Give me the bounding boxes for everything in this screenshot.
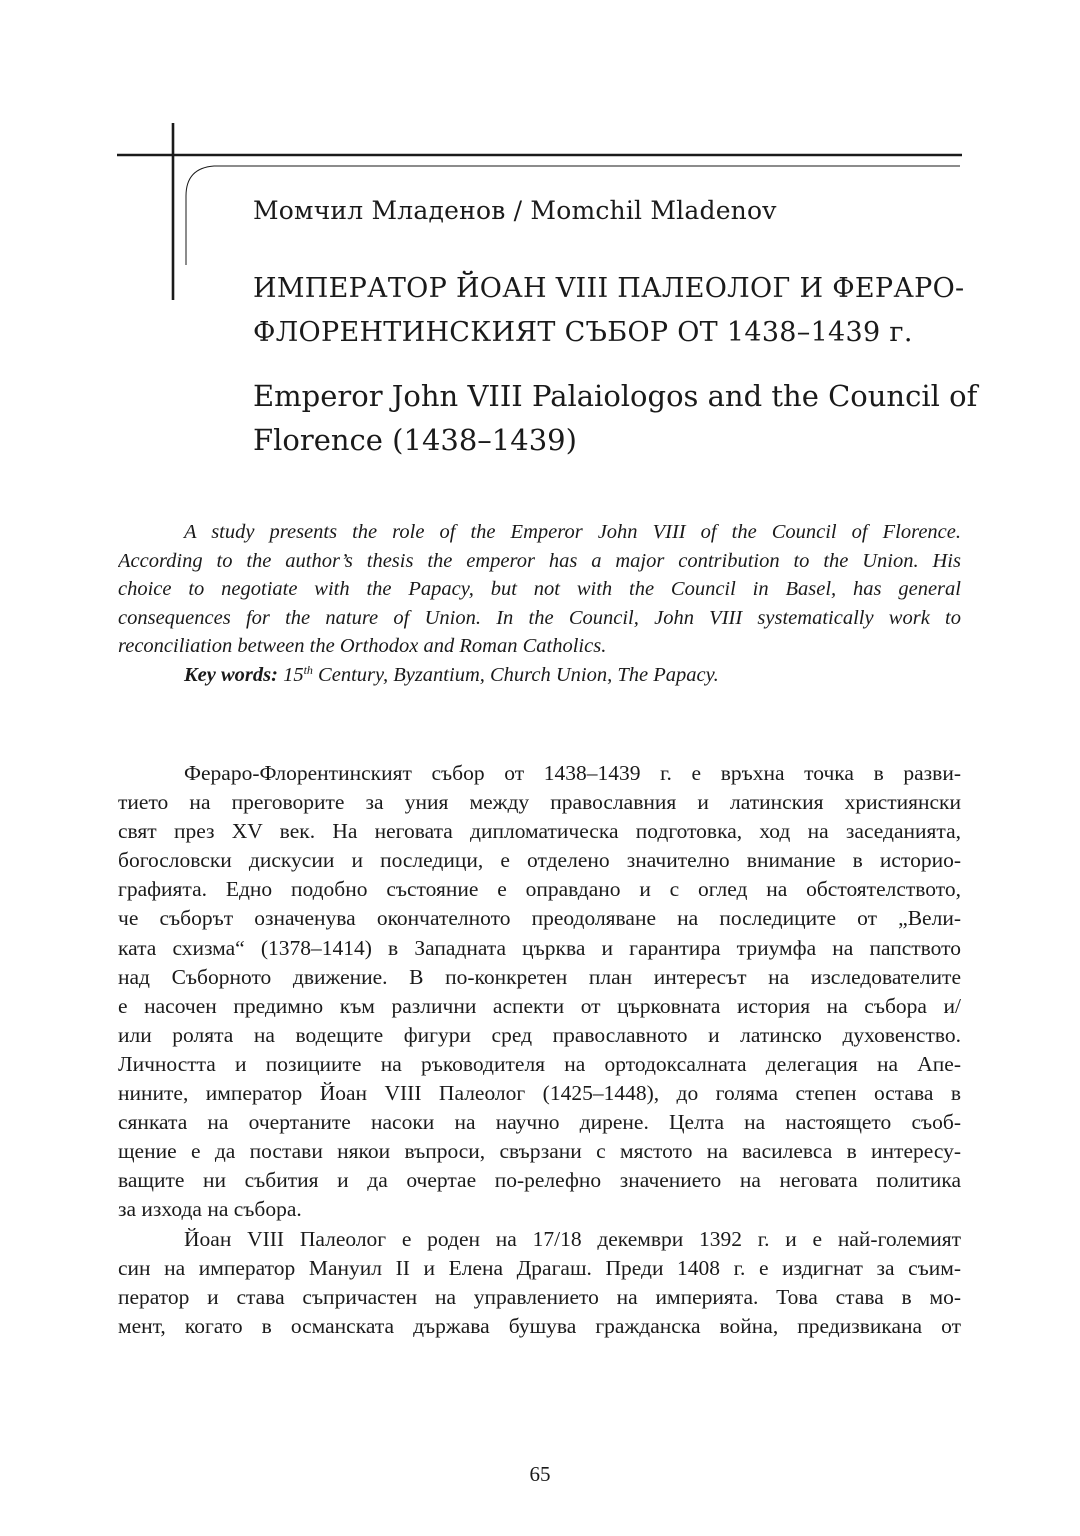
body-line: сянката на очертаните насоки на научно дирене. Целта на настоящето съоб-	[118, 1110, 961, 1135]
body-line: тието на преговорите за уния между православния и латинския християнски	[118, 790, 961, 815]
body-text	[118, 759, 961, 1341]
keywords-text: Century, Byzantium, Church Union, The Papacy.	[312, 663, 719, 686]
body-line: свят през XV век. На неговата дипломатическа подготовка, ход на заседанията,	[118, 819, 961, 844]
body-line: ващите ни събития и да очертае по-релефно значението на неговата политика	[118, 1168, 961, 1193]
title-bg-line: ИМПЕРАТОР ЙОАН VIII ПАЛЕОЛОГ И ФЕРАРО-	[253, 273, 965, 304]
body-line: Йоан VIII Палеолог е роден на 17/18 декември 1392 г. и е най-големият	[184, 1226, 961, 1251]
article-title-bulgarian	[253, 267, 968, 355]
body-line: ператор и става съпричастен на управлението на империята. Това става в мо-	[118, 1284, 961, 1309]
title-bg-line: ФЛОРЕНТИНСКИЯТ СЪБОР ОТ 1438–1439 г.	[253, 317, 913, 348]
keywords	[118, 661, 961, 690]
keywords-century-number: 15	[283, 663, 304, 686]
body-line: син на император Мануил II и Елена Драгаш. Преди 1408 г. е издигнат за съим-	[118, 1255, 961, 1280]
abstract-line: consequences for the nature of Union. In the Council, John VIII systematically work to	[118, 606, 961, 629]
body-line: богословски дискусии и последици, е отделено значително внимание в историо-	[118, 848, 961, 873]
body-line: графията. Едно подобно състояние е оправдано и с оглед на обстоятелството,	[118, 877, 961, 902]
body-line: ката схизма“ (1378–1414) в Западната църква и гарантира триумфа на папството	[118, 935, 961, 960]
title-en-line: Emperor John VIII Palaiologos and the Council of	[253, 379, 978, 413]
author-name: Момчил Младенов / Momchil Mladenov	[253, 196, 777, 225]
body-line: за изхода на събора.	[118, 1197, 302, 1222]
body-line: нините, император Йоан VIII Палеолог (1425–1448), до голяма степен остава в	[118, 1081, 961, 1106]
body-line: че съборът означенува окончателното преодоляване на последиците от „Вели-	[118, 906, 961, 931]
title-en-line: Florence (1438–1439)	[253, 423, 577, 457]
keywords-superscript: th	[303, 662, 313, 677]
body-line: или ролята на водещите фигури сред православното и латинско духовенство.	[118, 1022, 961, 1047]
body-line: щение е да постави някои въпроси, свързани с мястото на василевса в интересу-	[118, 1139, 961, 1164]
abstract-line: choice to negotiate with the Papacy, but not with the Council in Basel, has general	[118, 578, 961, 601]
abstract-line: According to the author’s thesis the emperor has a major contribution to the Union. His	[118, 549, 961, 572]
article-title-english	[253, 374, 978, 462]
page-number: 65	[529, 1462, 551, 1486]
body-line: е насочен предимно към различни аспекти от църковната история на събора и/	[118, 993, 961, 1018]
body-line: над Съборното движение. В по-конкретен план интересът на изследователите	[118, 964, 961, 989]
abstract-line: reconciliation between the Orthodox and Roman Catholics.	[118, 635, 607, 658]
abstract	[118, 518, 961, 690]
body-line: мент, когато в османската държава бушува гражданска война, предизвикана от	[118, 1313, 961, 1338]
body-line: Фераро-Флорентинският събор от 1438–1439 г. е връхна точка в разви-	[184, 761, 961, 785]
keywords-label: Key words:	[184, 663, 278, 686]
abstract-line: A study presents the role of the Emperor John VIII of the Council of Florence.	[184, 521, 961, 543]
body-line: Личността и позициите на ръководителя на ортодоксалната делегация на Апе-	[118, 1051, 961, 1076]
